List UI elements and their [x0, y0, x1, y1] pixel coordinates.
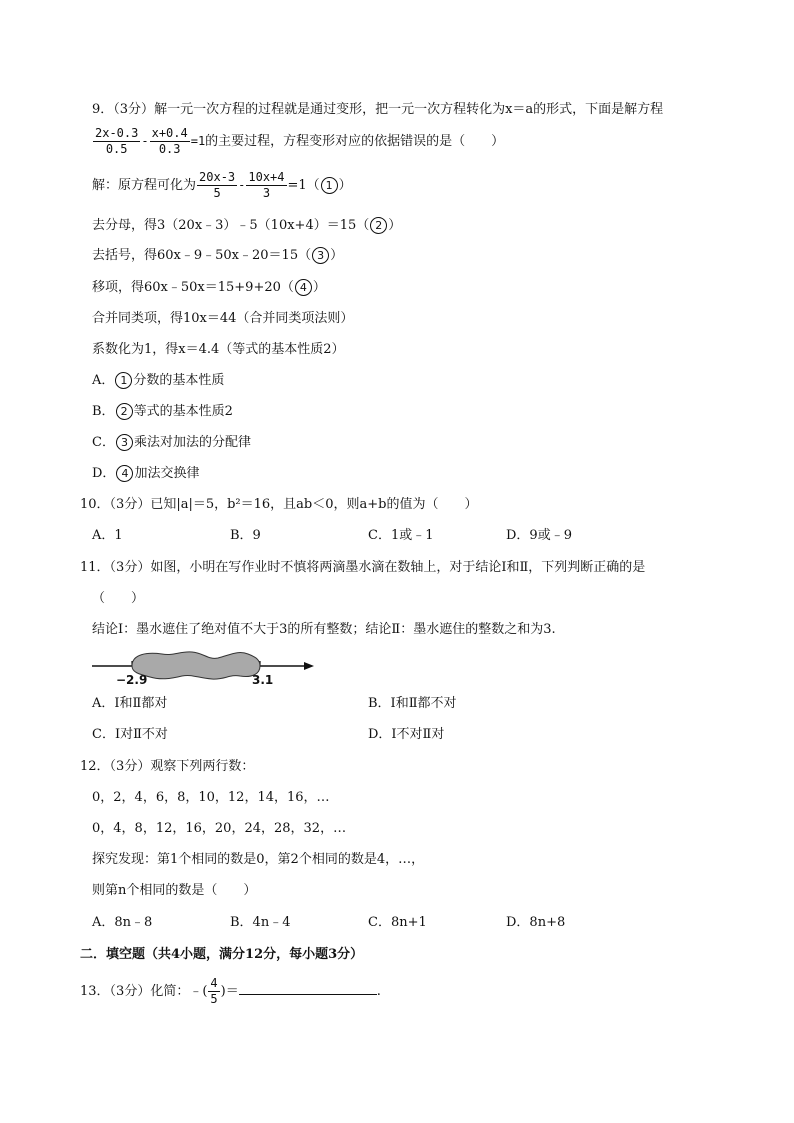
q9-equation-line: $\frac{2x-0.3}{0.5}$ - $\frac{x+0.4}{0.3}$ =1的主要过程，方程变形对应的依据错误的是（ ）: [95, 126, 505, 156]
q9-step1-fraction-2: $\frac{10x+4}{3}$: [248, 170, 285, 200]
q9-option-c[interactable]: C． 3 乘法对加法的分配律: [92, 435, 251, 450]
q12-stem: 12．（3分）观察下列两行数：: [80, 759, 255, 774]
q9-option-a[interactable]: A． 1 分数的基本性质: [92, 373, 225, 388]
axis-arrow-icon: [304, 662, 314, 670]
circled-3: 3: [312, 247, 329, 264]
axis-label-right: 3.1: [252, 673, 274, 687]
q12-option-c[interactable]: C．8n+1: [368, 915, 427, 930]
q13-answer-blank[interactable]: [239, 980, 377, 995]
q9-stem-text: 解一元一次方程的过程就是通过变形，把一元一次方程转化为x＝a的形式，下面是解方程: [154, 102, 664, 117]
q10-option-b[interactable]: B．9: [230, 528, 261, 543]
q10-stem: 10．（3分）已知|a|＝5，b²＝16，且ab＜0，则a+b的值为（ ）: [80, 497, 478, 512]
q11-option-a[interactable]: A．Ⅰ和Ⅱ都对: [92, 696, 168, 711]
q12-row2: 0，4，8，12，16，20，24，28，32，…: [92, 821, 347, 836]
number-line-figure: [92, 648, 317, 688]
q11-conclusion: 结论Ⅰ：墨水遮住了绝对值不大于3的所有整数；结论Ⅱ：墨水遮住的整数之和为3.: [92, 622, 556, 637]
q9-step6: 系数化为1，得x＝4.4（等式的基本性质2）: [92, 342, 345, 357]
section-title: 二．填空题（共4小题，满分12分，每小题3分）: [80, 947, 364, 962]
ink-blot: [132, 652, 260, 679]
q9-step3: 去括号，得60x﹣9﹣50x﹣20＝15（ 3 ）: [92, 248, 344, 263]
circled-2: 2: [116, 403, 133, 420]
circled-2: 2: [370, 217, 387, 234]
q9-fraction-2: $\frac{x+0.4}{0.3}$: [151, 126, 188, 156]
q10-option-c[interactable]: C．1或﹣1: [368, 528, 434, 543]
circled-3: 3: [116, 434, 133, 451]
q9-option-b[interactable]: B． 2 等式的基本性质2: [92, 404, 233, 419]
q12-option-a[interactable]: A．8n﹣8: [92, 915, 153, 930]
circled-4: 4: [116, 465, 133, 482]
q12-explore: 探究发现：第1个相同的数是0，第2个相同的数是4，…，: [92, 852, 425, 867]
circled-1: 1: [115, 372, 132, 389]
q9-step2: 去分母，得3（20x﹣3）﹣5（10x+4）＝15（ 2 ）: [92, 218, 402, 233]
q9-number: 9．: [92, 102, 114, 117]
circled-4: 4: [295, 279, 312, 296]
q11-stem-paren: （ ）: [92, 591, 145, 606]
q11-option-b[interactable]: B．Ⅰ和Ⅱ都不对: [368, 696, 457, 711]
q9-option-d[interactable]: D． 4 加法交换律: [92, 466, 200, 481]
circled-1: 1: [321, 177, 338, 194]
q11-option-c[interactable]: C．Ⅰ对Ⅱ不对: [92, 727, 168, 742]
q10-option-d[interactable]: D．9或﹣9: [506, 528, 572, 543]
q11-option-d[interactable]: D．Ⅰ不对Ⅱ对: [368, 727, 445, 742]
q13-fraction: $\frac{4}{5}$: [210, 976, 218, 1006]
q13-stem: 13．（3分）化简：﹣( $\frac{4}{5}$ )＝ .: [80, 976, 381, 1006]
q9-step1: 解：原方程可化为 $\frac{20x-3}{5}$ - $\frac{10x+4}{3}$ =1（ 1 ）: [92, 170, 352, 200]
q9-score: （3分）: [113, 102, 155, 117]
q12-option-b[interactable]: B．4n﹣4: [230, 915, 291, 930]
q9-step4: 移项，得60x﹣50x＝15+9+20（ 4 ）: [92, 280, 326, 295]
q9-stem-tail: 的主要过程，方程变形对应的依据错误的是（ ）: [205, 134, 505, 149]
q9-step1-fraction-1: $\frac{20x-3}{5}$: [199, 170, 236, 200]
axis-label-left: −2.9: [116, 673, 148, 687]
q12-row1: 0，2，4，6，8，10，12，14，16，…: [92, 790, 330, 805]
q10-option-a[interactable]: A．1: [92, 528, 123, 543]
q9-step5: 合并同类项，得10x＝44（合并同类项法则）: [92, 311, 354, 326]
q9-stem: [92, 100, 663, 120]
q12-ask: 则第n个相同的数是（ ）: [92, 883, 257, 898]
q9-fraction-1: $\frac{2x-0.3}{0.5}$: [95, 126, 139, 156]
q12-option-d[interactable]: D．8n+8: [506, 915, 566, 930]
q11-stem: 11．（3分）如图，小明在写作业时不慎将两滴墨水滴在数轴上，对于结论Ⅰ和Ⅱ，下列判断正确的是: [80, 560, 646, 575]
